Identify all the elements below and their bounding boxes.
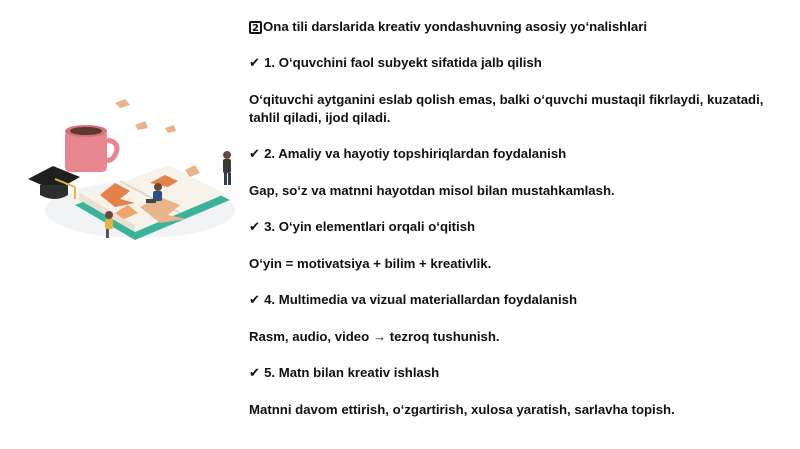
section-heading-1: ✔ 1. O‘quvchini faol subyekt sifatida jalb qilish [249, 55, 542, 71]
section-heading-4: ✔ 4. Multimedia va vizual materiallardan foydalanish [249, 292, 578, 308]
section-body-2: Gap, so‘z va matnni hayotdan misol bilan mustahkamlash. [249, 183, 615, 198]
checkmark-icon: ✔ [249, 293, 261, 308]
open-book-illustration-icon [20, 95, 240, 260]
slide-title-text: Ona tili darslarida kreativ yondashuvning asosiy yo‘nalishlari [263, 19, 648, 34]
slide-content [249, 18, 794, 419]
education-illustration [20, 95, 240, 260]
section-body-1: O‘qituvchi aytganini eslab qolish emas, balki o‘quvchi mustaqil fikrlaydi, kuzatadi, tahlil qiladi, ijod qiladi. [249, 92, 764, 125]
checkmark-icon: ✔ [249, 56, 261, 71]
section-body-5: Matnni davom ettirish, o‘zgartirish, xulosa yaratish, sarlavha topish. [249, 402, 675, 417]
numbered-list-icon: 2 [249, 21, 262, 34]
checkmark-icon: ✔ [249, 220, 261, 235]
section-body-4: Rasm, audio, video → tezroq tushunish. [249, 329, 500, 344]
section-heading-2: ✔ 2. Amaliy va hayotiy topshiriqlardan foydalanish [249, 146, 567, 162]
section-heading-5: ✔ 5. Matn bilan kreativ ishlash [249, 365, 440, 381]
slide-title [249, 18, 794, 36]
section-body-3: O‘yin = motivatsiya + bilim + kreativlik. [249, 256, 492, 271]
checkmark-icon: ✔ [249, 147, 261, 162]
section-heading-3: ✔ 3. O‘yin elementlari orqali o‘qitish [249, 219, 476, 235]
checkmark-icon: ✔ [249, 366, 261, 381]
